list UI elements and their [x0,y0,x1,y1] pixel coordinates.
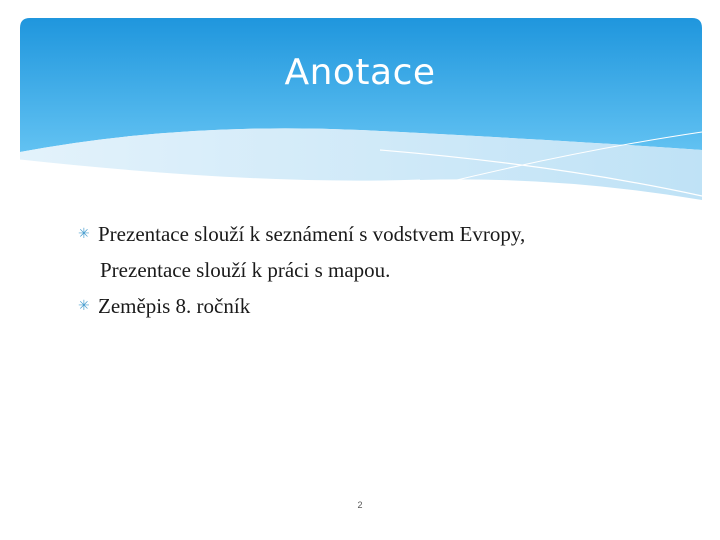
bullet-text: Prezentace slouží k seznámení s vodstvem Evropy, [98,222,526,246]
page-number: 2 [357,500,363,510]
slide-title: Anotace [284,52,436,93]
asterisk-bullet-icon: ✳ [78,226,90,242]
asterisk-bullet-icon: ✳ [78,298,90,314]
bullet-list [78,216,678,324]
bullet-item [78,288,678,324]
bullet-text: Prezentace slouží k práci s mapou. [100,258,391,282]
bullet-item [78,216,678,288]
bullet-text: Zeměpis 8. ročník [98,294,251,318]
header-banner [0,0,720,200]
